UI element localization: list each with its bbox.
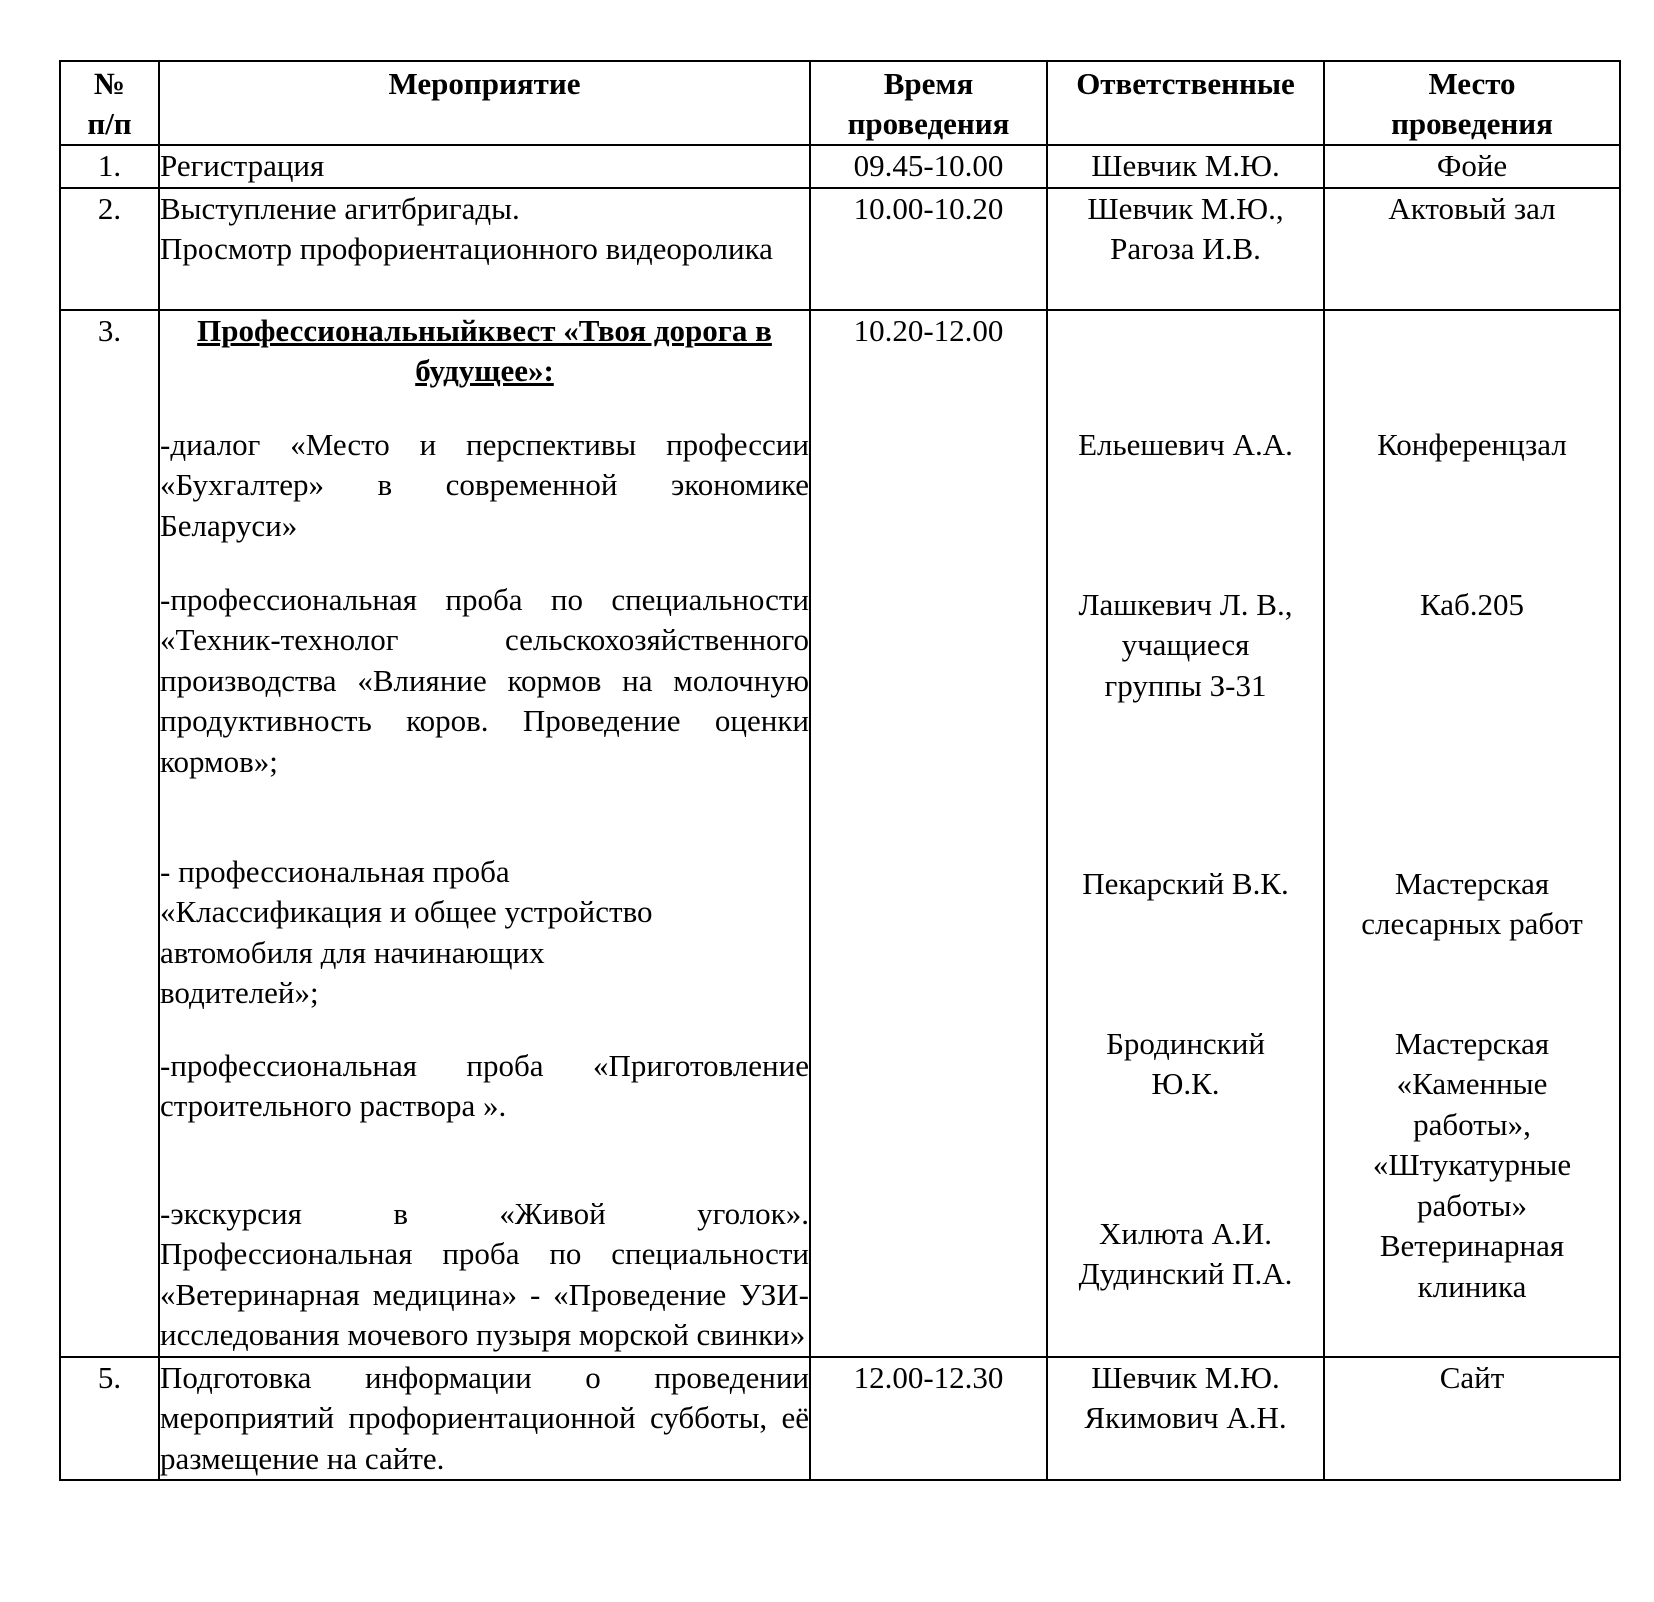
header-time-text: Время проведения [847, 66, 1010, 141]
row-number: 3. [60, 310, 159, 1357]
time-cell: 10.00-10.20 [810, 188, 1047, 310]
quest-place: Мастерская «Каменные работы», «Штукатурные работы» [1372, 1025, 1572, 1223]
header-place-text: Место проведения [1391, 66, 1553, 141]
table-row [60, 188, 1620, 310]
header-place [1324, 61, 1620, 145]
event-cell: Регистрация [159, 145, 810, 188]
quest-item: -профессиональная проба по специальности «Техник-технолог сельскохозяйственного производства «Влияние кормов на молочную продуктивность коров. Проведение оценки кормов»; [160, 581, 809, 779]
quest-item: - профессиональная проба «Классификация и общее устройство автомобиля для начинающих водителей»; [160, 853, 653, 1010]
table-row [60, 310, 1620, 1357]
row-number: 1. [60, 145, 159, 188]
quest-place: Конференцзал [1377, 426, 1567, 462]
header-event-text: Мероприятие [388, 66, 581, 101]
responsible-cell: Шевчик М.Ю. [1047, 145, 1324, 188]
schedule-table [59, 60, 1621, 1481]
event-cell [159, 310, 810, 1357]
place-cell: Фойе [1324, 145, 1620, 188]
quest-responsible: Бродинский Ю.К. [1106, 1025, 1265, 1101]
quest-heading: Профессиональныйквест «Твоя дорога в будущее»: [197, 312, 772, 388]
quest-responsible: Лашкевич Л. В., учащиеся группы З-31 [1078, 586, 1293, 703]
quest-item: -профессиональная проба «Приготовление строительного раствора ». [160, 1047, 809, 1123]
quest-item: -экскурсия в «Живой уголок». Профессиональная проба по специальности «Ветеринарная медицина» - «Проведение УЗИ-исследования мочевого пузыря морской свинки» [160, 1195, 809, 1352]
header-responsible-text: Ответственные [1076, 66, 1295, 101]
quest-place: Каб.205 [1419, 586, 1525, 622]
row-number: 2. [60, 188, 159, 310]
header-num-text: № п/п [87, 66, 132, 141]
quest-responsible: Ельешевич А.А. [1078, 426, 1293, 462]
quest-place: Мастерская слесарных работ [1361, 865, 1583, 941]
header-num [60, 61, 159, 145]
quest-item: -диалог «Место и перспективы профессии «Бухгалтер» в современной экономике Беларуси» [160, 426, 809, 543]
responsible-cell [1047, 310, 1324, 1357]
header-responsible [1047, 61, 1324, 145]
row-number: 5. [60, 1357, 159, 1481]
place-cell [1324, 310, 1620, 1357]
event-cell: Подготовка информации о проведении мероприятий профориентационной субботы, её размещение на сайте. [159, 1357, 810, 1481]
header-row [60, 61, 1620, 145]
quest-place: Ветеринарная клиника [1379, 1228, 1565, 1304]
quest-responsible: Пекарский В.К. [1082, 865, 1289, 901]
place-cell: Актовый зал [1324, 188, 1620, 310]
quest-responsible: Хилюта А.И. Дудинский П.А. [1078, 1215, 1293, 1291]
responsible-cell: Шевчик М.Ю., Рагоза И.В. [1047, 188, 1324, 310]
event-cell: Выступление агитбригады. Просмотр профориентационного видеоролика [159, 188, 810, 310]
header-event [159, 61, 810, 145]
place-cell: Сайт [1324, 1357, 1620, 1481]
header-time [810, 61, 1047, 145]
time-cell: 10.20-12.00 [810, 310, 1047, 1357]
table-row [60, 1357, 1620, 1481]
responsible-cell: Шевчик М.Ю. Якимович А.Н. [1047, 1357, 1324, 1481]
time-cell: 12.00-12.30 [810, 1357, 1047, 1481]
table-row [60, 145, 1620, 188]
time-cell: 09.45-10.00 [810, 145, 1047, 188]
